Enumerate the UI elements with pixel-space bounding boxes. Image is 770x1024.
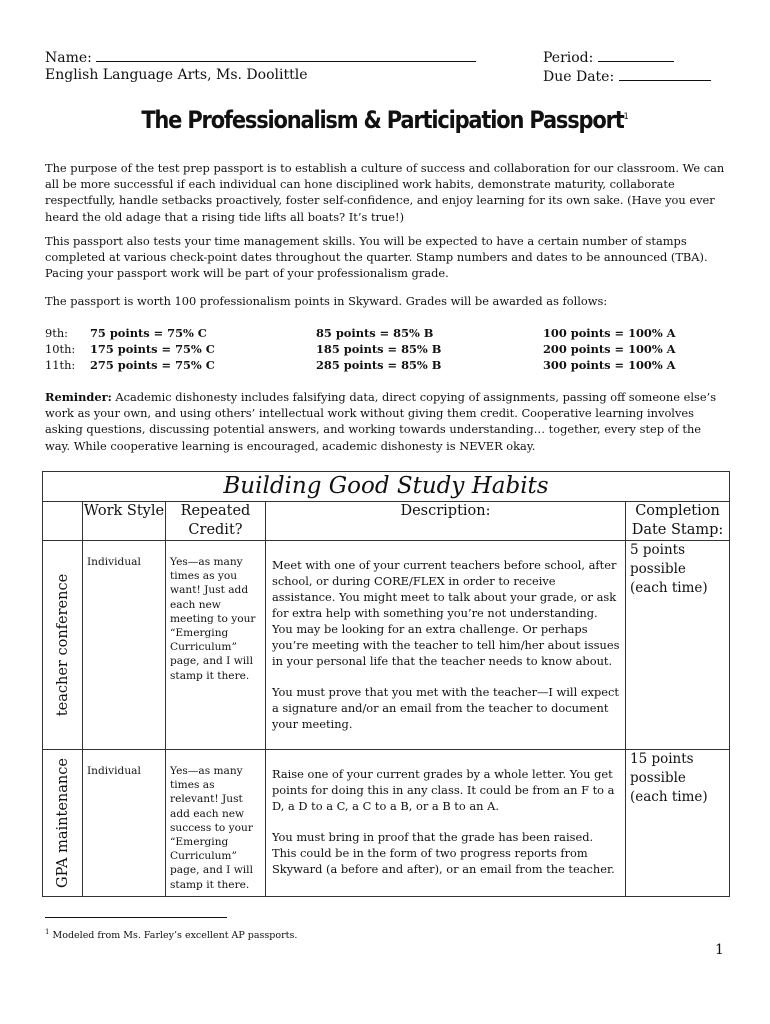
- row-completion-stamp[interactable]: 15 points possible (each time): [626, 750, 730, 897]
- row-category: [43, 541, 83, 750]
- name-blank[interactable]: [96, 47, 476, 62]
- row-description: [266, 541, 626, 750]
- grade-row: [45, 341, 729, 357]
- time-management-paragraph: This passport also tests your time management skills. You will be expected to have a certain number of stamps completed at various check-point dates throughout the quarter. Stamp numbers and dates to be announced (TBA). Pacing your passport work will be part of your professionalism grade.: [45, 234, 708, 281]
- table-row: [43, 541, 730, 750]
- grade-c: 175 points = 75% C: [90, 342, 215, 356]
- footnote-text: Modeled from Ms. Farley’s excellent AP passports.: [52, 930, 298, 942]
- reminder-label: Reminder:: [45, 390, 112, 404]
- grade-level: 10th:: [45, 342, 76, 356]
- reminder-paragraph: [45, 389, 729, 454]
- period-label: Period:: [543, 50, 594, 66]
- table-row: [43, 750, 730, 897]
- row-category-label: GPA maintenance: [54, 758, 71, 888]
- grade-a: 200 points = 100% A: [543, 342, 676, 356]
- title-footnote-mark: 1: [623, 110, 629, 122]
- due-date-line: [543, 66, 711, 87]
- row-completion-stamp[interactable]: 5 points possible (each time): [626, 541, 730, 750]
- header-blank-cell: [43, 502, 83, 541]
- row-category: [43, 750, 83, 897]
- grade-c: 275 points = 75% C: [90, 358, 215, 372]
- period-line: [543, 47, 674, 68]
- due-date-blank[interactable]: [619, 66, 711, 81]
- name-label: Name:: [45, 50, 92, 66]
- grade-a: 100 points = 100% A: [543, 326, 676, 340]
- row-repeated-credit: Yes—as many times as you want! Just add each new meeting to your “Emerging Curriculum” page, and I will stamp it there.: [166, 541, 266, 750]
- row-repeated-credit: Yes—as many times as relevant! Just add each new success to your “Emerging Curriculum” page, and I will stamp it there.: [166, 750, 266, 897]
- reminder-text: Academic dishonesty includes falsifying data, direct copying of assignments, passing off someone else’s work as your own, and using others’ intellectual work without giving them credit. Cooperative learning involves asking questions, discussing potential answers, and working towards understanding… together, every step of the way. While cooperative learning is encouraged, academic dishonesty is NEVER okay.: [45, 390, 717, 453]
- grade-level: 9th:: [45, 326, 68, 340]
- grade-scale: [45, 325, 729, 373]
- header-repeated-credit: Repeated Credit?: [166, 502, 266, 541]
- due-date-label: Due Date:: [543, 69, 615, 85]
- footnote-mark: 1: [45, 928, 50, 936]
- header-work-style: Work Style: [83, 502, 166, 541]
- grade-level: 11th:: [45, 358, 76, 372]
- purpose-paragraph: The purpose of the test prep passport is to establish a culture of success and collaboration for our classroom. We can all be more successful if each individual can hone disciplined work habits, demonstrate maturity, collaborate respectfully, handle setbacks proactively, foster self-confidence, and enjoy learning for its own sake. (Have you ever heard the old adage that a rising tide lifts all boats? It’s true!): [45, 161, 725, 224]
- name-line: [45, 47, 476, 68]
- header-completion: Completion Date Stamp:: [626, 502, 730, 541]
- worth-paragraph: The passport is worth 100 professionalism points in Skyward. Grades will be awarded as follows:: [45, 294, 608, 308]
- row-category-label: teacher conference: [54, 573, 71, 717]
- page-title: [0, 106, 770, 134]
- grade-b: 185 points = 85% B: [316, 342, 442, 356]
- row-description-proof: You must prove that you met with the teacher—I will expect a signature and/or an email from the teacher to document your meeting.: [272, 685, 619, 731]
- row-work-style: Individual: [83, 750, 166, 897]
- row-description: [266, 750, 626, 897]
- grade-a: 300 points = 100% A: [543, 358, 676, 372]
- grade-row: [45, 325, 729, 341]
- grade-b: 85 points = 85% B: [316, 326, 434, 340]
- page-title-text: The Professionalism & Participation Passport: [141, 106, 624, 134]
- table-title: Building Good Study Habits: [43, 472, 730, 502]
- row-description-main: Raise one of your current grades by a whole letter. You get points for doing this in any class. It could be from an F to a D, a D to a C, a C to a B, or a B to an A.: [272, 767, 615, 813]
- page-number: 1: [715, 942, 724, 958]
- study-habits-table: [42, 471, 730, 897]
- row-description-proof: You must bring in proof that the grade has been raised. This could be in the form of two progress reports from Skyward (a before and after), or an email from the teacher.: [272, 830, 615, 876]
- header-description: Description:: [266, 502, 626, 541]
- footnote-divider: [45, 917, 227, 918]
- grade-c: 75 points = 75% C: [90, 326, 207, 340]
- grade-b: 285 points = 85% B: [316, 358, 442, 372]
- row-description-main: Meet with one of your current teachers before school, after school, or during CORE/FLEX in order to receive assistance. You might meet to talk about your grade, or ask for extra help with something you’re not understanding. You may be looking for an extra challenge. Or perhaps you’re meeting with the teacher to tell him/her about issues in your personal life that the teacher needs to know about.: [272, 558, 620, 668]
- grade-row: [45, 357, 729, 373]
- footnote: [45, 928, 297, 941]
- period-blank[interactable]: [598, 47, 674, 62]
- row-work-style: Individual: [83, 541, 166, 750]
- class-line: English Language Arts, Ms. Doolittle: [45, 67, 308, 83]
